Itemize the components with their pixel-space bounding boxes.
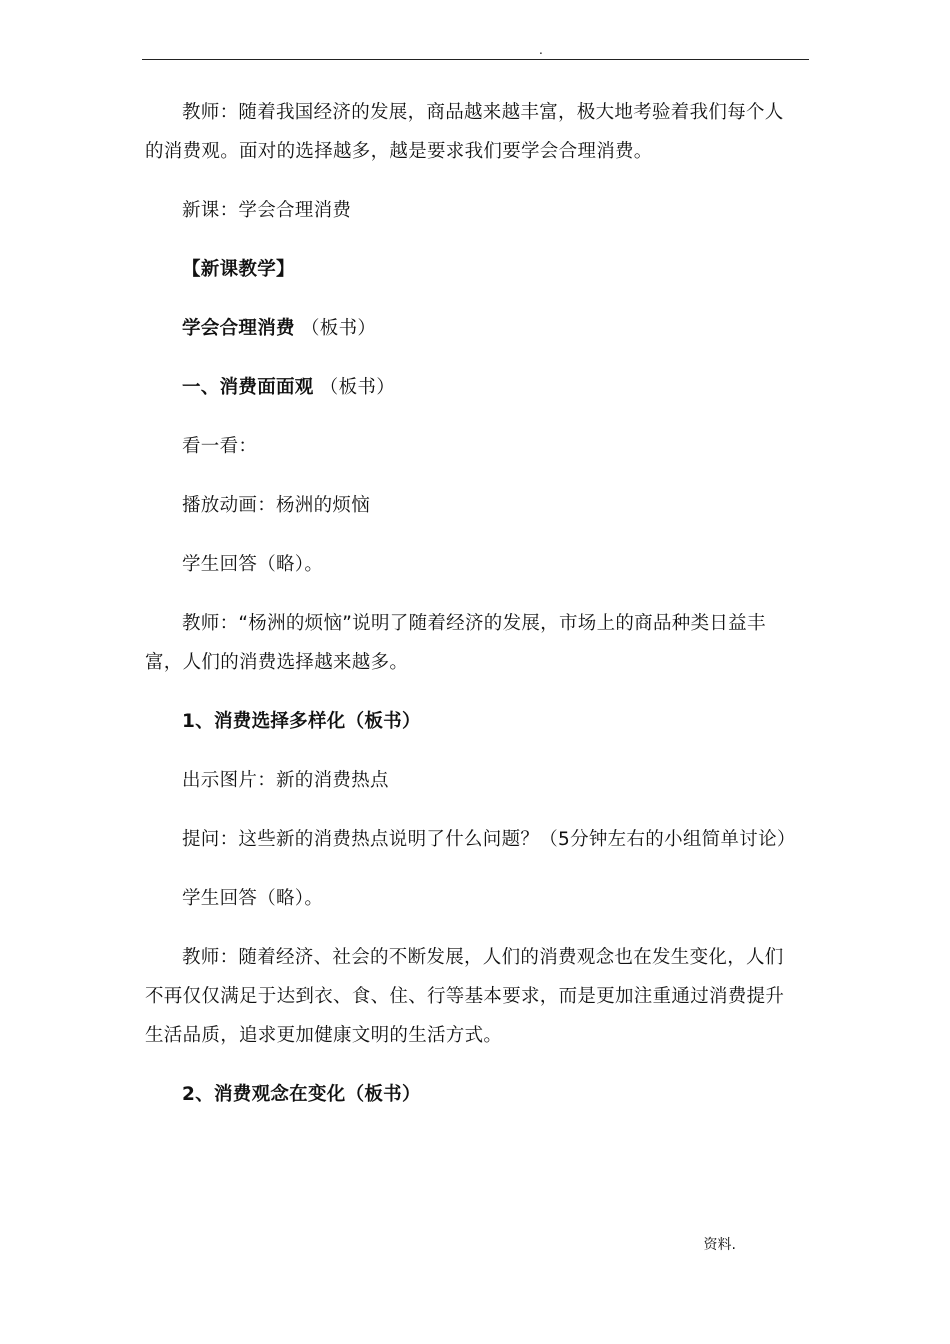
lesson-title — [145, 309, 797, 348]
paragraph-new-lesson: 新课：学会合理消费 — [182, 200, 352, 221]
paragraph-look: 看一看： — [182, 436, 258, 457]
lesson-title-text: 学会合理消费 — [182, 318, 295, 339]
paragraph-question: 提问：这些新的消费热点说明了什么问题？（5分钟左右的小组简单讨论） — [182, 829, 796, 850]
paragraph-student-answer-2: 学生回答（略）。 — [182, 888, 324, 909]
paragraph-student-answer-1: 学生回答（略）。 — [182, 554, 324, 575]
heading-diversification: 1、消费选择多样化（板书） — [182, 711, 421, 732]
heading-one-note: （板书） — [319, 377, 395, 398]
document-body — [145, 93, 797, 1114]
section-heading-teaching: 【新课教学】 — [182, 259, 295, 280]
heading-one-text: 一、消费面面观 — [182, 377, 314, 398]
header-rule — [142, 59, 809, 60]
header-mark: . — [539, 43, 543, 57]
paragraph-teacher-2: 教师：“杨洲的烦恼”说明了随着经济的发展，市场上的商品种类日益丰富，人们的消费选择越来越多。 — [145, 613, 766, 673]
paragraph-animation: 播放动画：杨洲的烦恼 — [182, 495, 371, 516]
footer-text: 资料. — [703, 1237, 736, 1253]
paragraph-pictures: 出示图片：新的消费热点 — [182, 770, 389, 791]
paragraph-intro: 教师：随着我国经济的发展，商品越来越丰富，极大地考验着我们每个人的消费观。面对的选择越多，越是要求我们要学会合理消费。 — [145, 102, 784, 162]
lesson-title-note: （板书） — [301, 318, 377, 339]
heading-one — [145, 368, 797, 407]
paragraph-teacher-3: 教师：随着经济、社会的不断发展，人们的消费观念也在发生变化，人们不再仅仅满足于达到衣、食、住、行等基本要求，而是更加注重通过消费提升生活品质，追求更加健康文明的生活方式。 — [145, 947, 785, 1046]
heading-concept-change: 2、消费观念在变化（板书） — [182, 1084, 421, 1105]
